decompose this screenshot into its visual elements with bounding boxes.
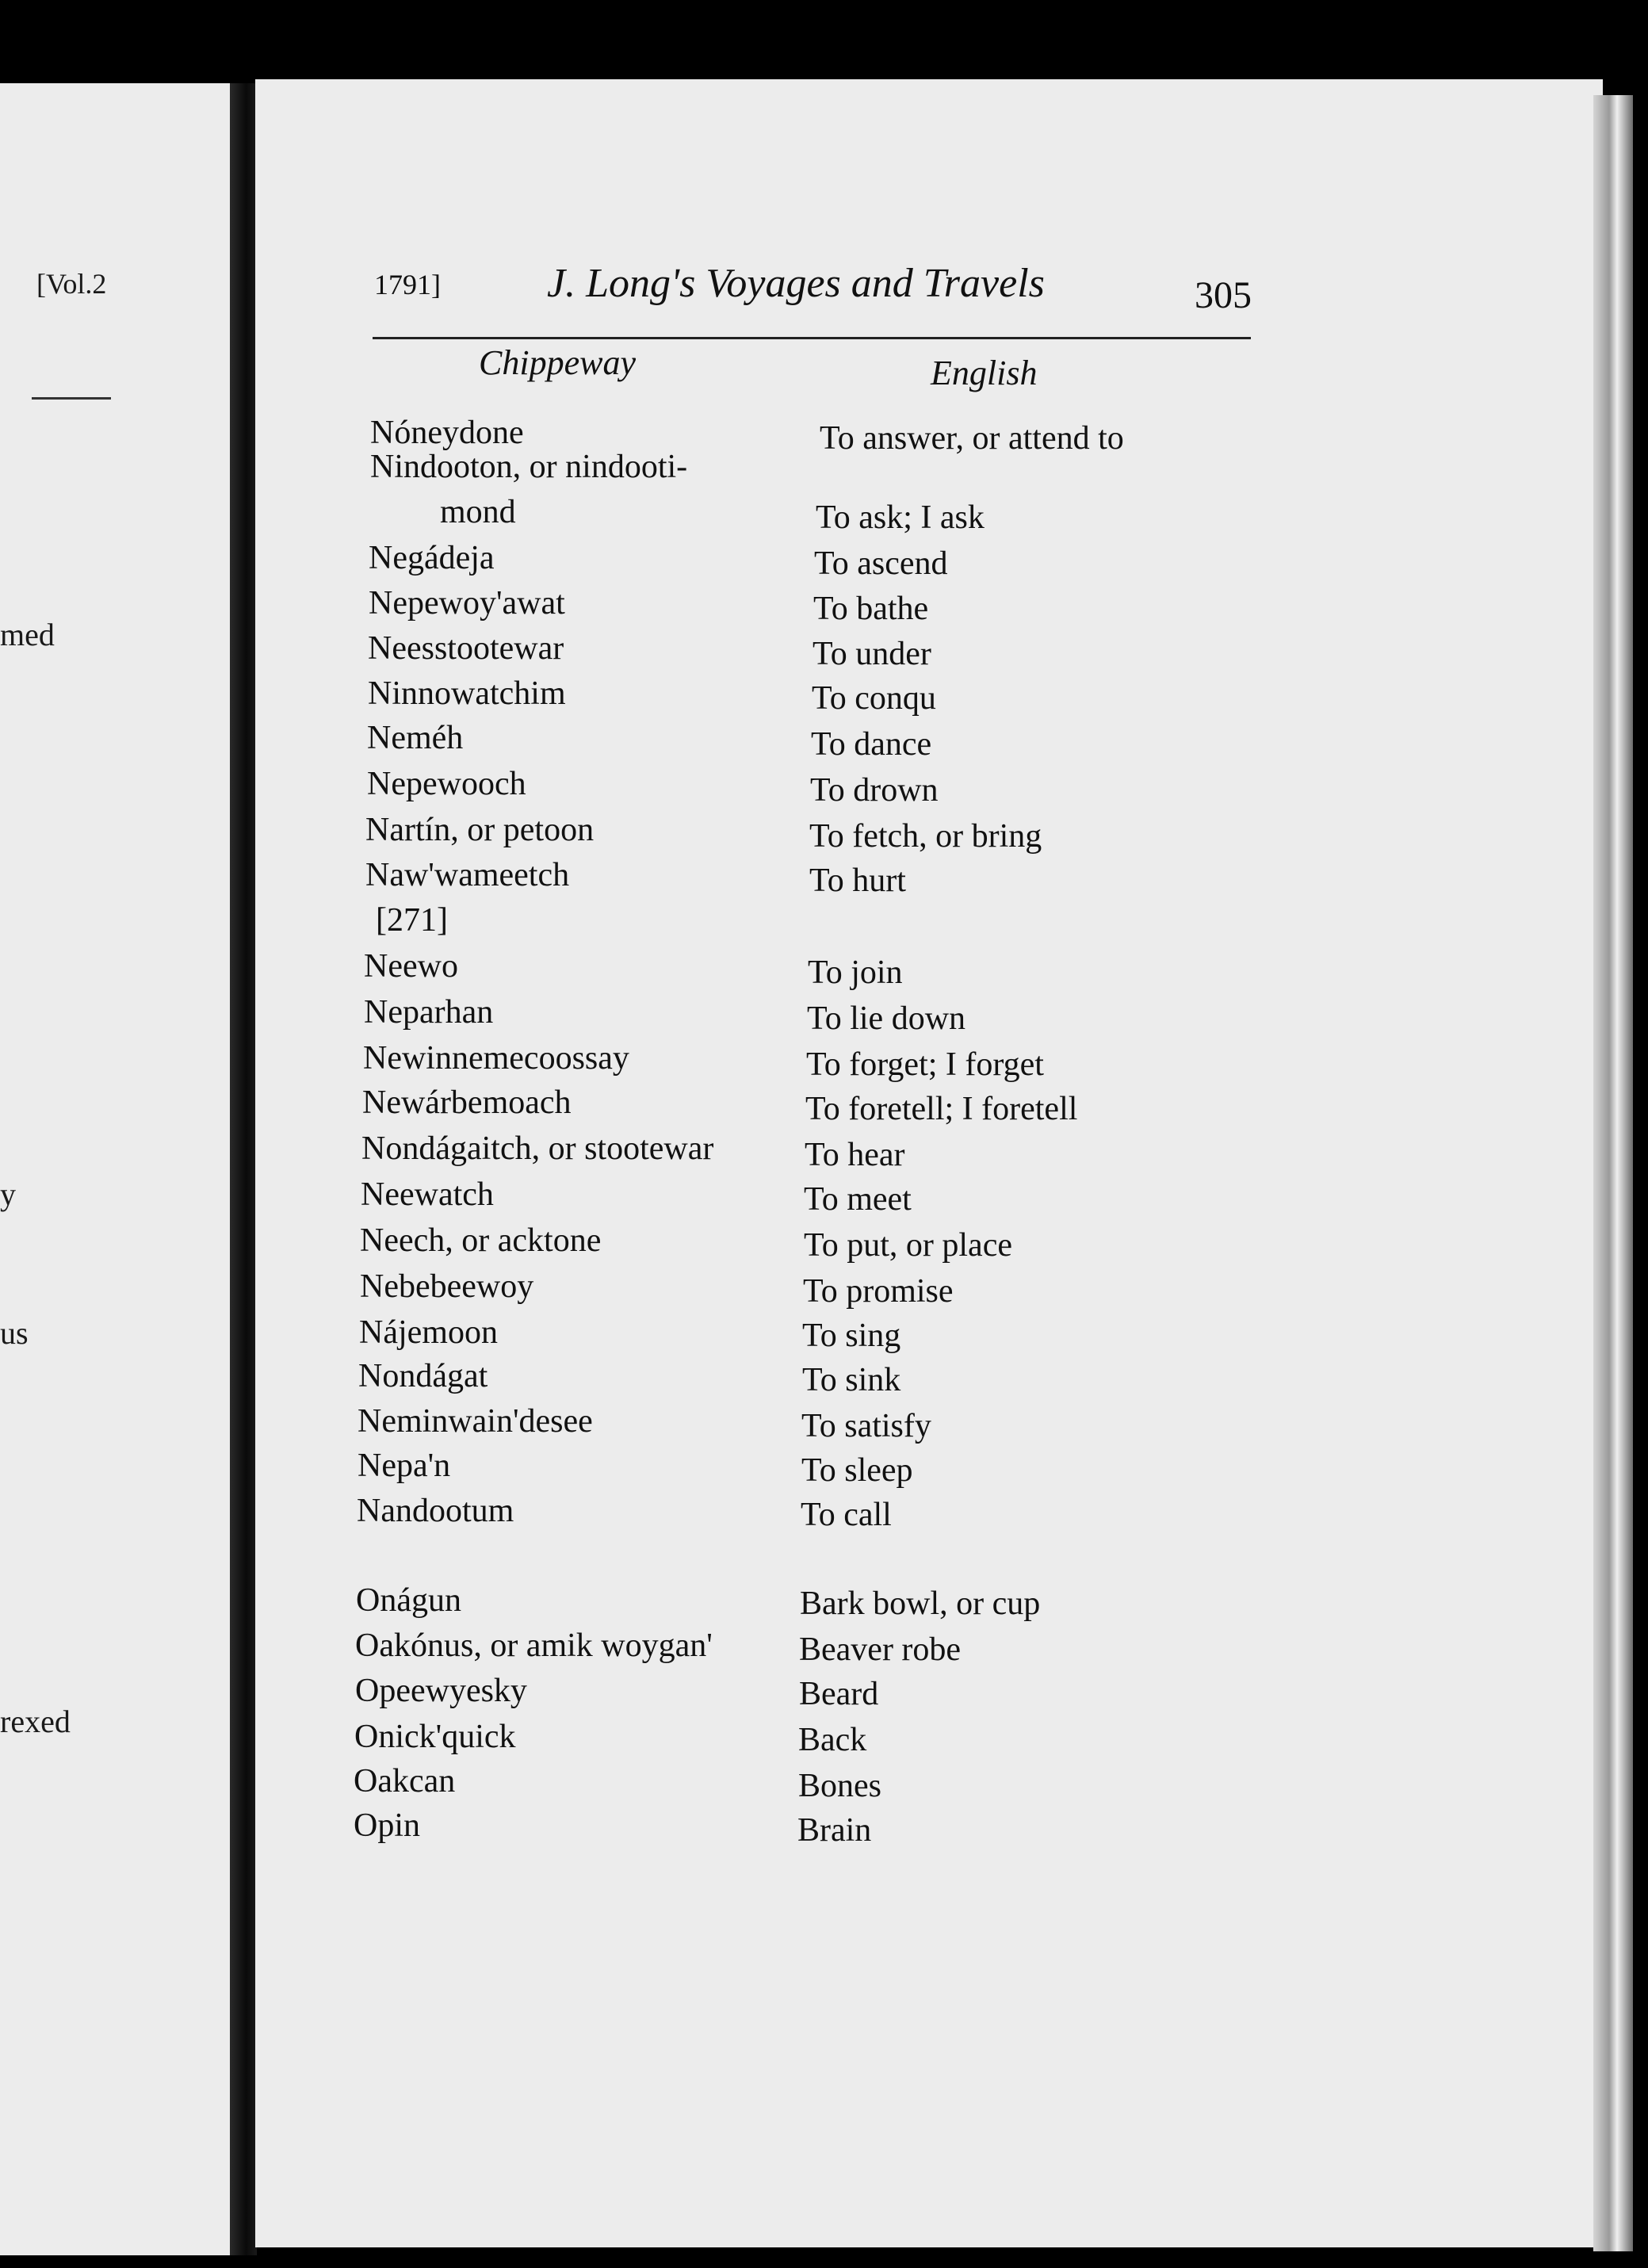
english-translation: Brain	[797, 1812, 872, 1849]
english-translation: To sing	[802, 1318, 901, 1354]
chippeway-word: Nartín, or petoon	[365, 812, 595, 848]
english-translation: To hurt	[809, 862, 906, 899]
chippeway-word: Nebebeewoy	[360, 1268, 534, 1305]
english-translation: Back	[798, 1722, 867, 1758]
chippeway-word: Neesstootewar	[368, 630, 564, 667]
english-translation: Beard	[799, 1676, 879, 1712]
column-heading-english: English	[931, 354, 1038, 392]
english-translation: To satisfy	[801, 1408, 931, 1444]
english-translation: To sleep	[801, 1452, 913, 1489]
english-translation: Beaver robe	[799, 1631, 962, 1668]
english-translation: To meet	[804, 1181, 912, 1218]
chippeway-word: Neech, or acktone	[360, 1222, 602, 1259]
book-gutter	[230, 83, 257, 2255]
english-translation: To call	[801, 1497, 892, 1533]
english-translation: To forget; I forget	[806, 1046, 1044, 1083]
chippeway-word: Nájemoon	[359, 1314, 498, 1351]
chippeway-word: Oakónus, or amik woygan'	[355, 1627, 713, 1664]
left-page-rule	[32, 397, 111, 400]
english-translation: Bones	[798, 1768, 881, 1804]
chippeway-word: Neewo	[364, 948, 458, 985]
column-heading-chippeway: Chippeway	[479, 343, 636, 382]
page-number: 305	[1195, 274, 1252, 316]
english-translation: To bathe	[813, 591, 929, 627]
chippeway-word: Nepewooch	[367, 766, 526, 802]
chippeway-word: Nondágaitch, or stootewar	[361, 1130, 714, 1167]
english-translation: To put, or place	[804, 1227, 1012, 1264]
chippeway-word: Nepa'n	[358, 1448, 451, 1484]
english-translation: To promise	[803, 1273, 954, 1310]
left-facing-page	[0, 83, 238, 2255]
chippeway-word: Ninnowatchim	[368, 675, 566, 712]
english-translation: To conqu	[812, 680, 936, 717]
chippeway-word: Naw'wameetch	[365, 857, 570, 893]
left-page-fragment: med	[0, 617, 55, 652]
english-translation: To ask; I ask	[816, 499, 985, 536]
running-head	[255, 79, 1603, 317]
english-translation: To hear	[805, 1137, 905, 1173]
chippeway-word: [271]	[376, 902, 448, 939]
chippeway-word: Nandootum	[357, 1493, 514, 1529]
chippeway-word: Oakcan	[354, 1763, 456, 1799]
left-page-header: [Vol.2	[36, 268, 107, 300]
header-rule	[373, 337, 1251, 339]
english-translation: To fetch, or bring	[809, 818, 1042, 855]
chippeway-word: Nepewoy'awat	[369, 585, 565, 622]
chippeway-word: Onick'quick	[354, 1719, 516, 1755]
chippeway-word: Neminwain'desee	[358, 1403, 593, 1440]
left-page-fragment: y	[0, 1176, 16, 1212]
book-page	[255, 79, 1603, 2247]
chippeway-word: Neparhan	[364, 994, 494, 1031]
chippeway-word: Nóneydone	[370, 415, 524, 451]
chippeway-word: Opin	[354, 1807, 420, 1844]
chippeway-word: Nondágat	[358, 1358, 488, 1394]
chippeway-word: Neewatch	[361, 1176, 494, 1213]
running-head-title: J. Long's Voyages and Travels	[547, 261, 1045, 306]
english-translation: To sink	[802, 1362, 901, 1398]
english-translation: Bark bowl, or cup	[800, 1585, 1041, 1622]
english-translation: To join	[808, 954, 903, 991]
left-page-fragment: us	[0, 1315, 29, 1351]
english-translation: To foretell; I foretell	[805, 1091, 1078, 1127]
running-head-year: 1791]	[374, 269, 441, 300]
english-translation: To drown	[810, 772, 939, 809]
english-translation: To answer, or attend to	[820, 420, 1124, 457]
left-page-fragment: rexed	[0, 1704, 71, 1739]
chippeway-word: mond	[440, 494, 516, 530]
page-edge	[1593, 95, 1633, 2251]
chippeway-word: Opeewyesky	[355, 1673, 527, 1709]
chippeway-word: Neméh	[367, 720, 464, 756]
chippeway-word: Nindooton, or nindooti-	[370, 449, 688, 485]
english-translation: To ascend	[814, 545, 948, 582]
chippeway-word: Newárbemoach	[362, 1084, 572, 1121]
chippeway-word: Onágun	[356, 1582, 461, 1619]
english-translation: To under	[813, 636, 931, 672]
chippeway-word: Newinnemecoossay	[363, 1040, 629, 1077]
english-translation: To dance	[811, 726, 932, 763]
english-translation: To lie down	[807, 1000, 966, 1037]
chippeway-word: Negádeja	[369, 540, 495, 576]
